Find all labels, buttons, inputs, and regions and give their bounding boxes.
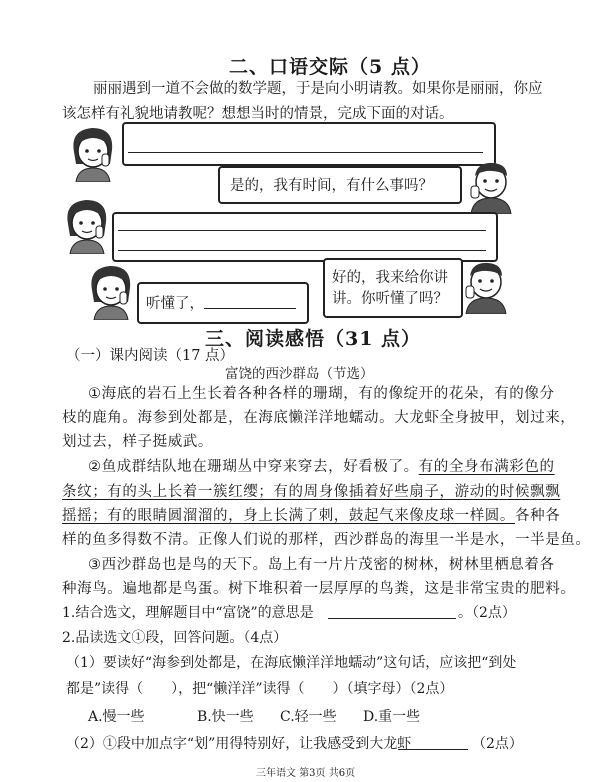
p2-line-1 [88,454,555,482]
dialogue-bubble-1 [122,122,496,166]
girl-illustration [84,262,139,324]
option-a[interactable]: A.慢一些 [88,709,145,725]
answer-line-5[interactable] [204,308,296,309]
question-2: 2.品读选文①段，回答问题。（4点） [62,630,288,646]
boy-illustration [463,158,519,218]
bubble-4-line-2: 讲。你听懂了吗？ [332,291,448,307]
answer-line-3a[interactable] [118,230,486,231]
p2-line-2: 条纹；有的头上长着一簇红缨；有的周身像插着好些扇子，游动的时候飘飘 [62,484,561,500]
p2-line-3-underlined: 摇摇；有的眼睛圆溜溜的，身上长满了刺，鼓起气来像皮球一样圆。 [62,508,515,524]
section-title-oral: 二、口语交际（5 点） [229,56,431,78]
bubble-2-text: 是的，我有时间，有什么事吗？ [230,178,433,194]
p1-line-1: ①海底的岩石上生长着各种各样的珊瑚，有的像绽开的花朵，有的像分 [88,386,555,402]
p1-line-3: 划过去，样子挺威武。 [62,434,213,450]
p3-line-1: ③西沙群岛也是鸟的天下。岛上有一片片茂密的树林，树林里栖息着各 [88,557,555,573]
option-b[interactable]: B.快一些 [197,709,254,725]
question-2-1-line-2: 都是”读得（ ），把“懒洋洋”读得（ ）（填字母）（2点） [66,681,454,697]
p2-line-3-plain: 各种各 [515,508,561,524]
bubble-5-text: 听懂了， [146,296,204,312]
question-2-1-line-1: （1）要读好“海参到处都是，在海底懒洋洋地蠕动”这句话，应该把“到处 [66,655,517,671]
question-2-2: （2）①段中加点字“划”用得特别好，让我感受到大龙虾 [66,736,412,752]
section-title-reading: 三、阅读感悟（31 点） [205,328,422,350]
question-1-answer-line[interactable] [328,618,456,619]
girl-illustration [66,124,121,186]
boy-illustration [458,258,514,318]
question-1: 1.结合选文，理解题目中“富饶”的意思是 [62,605,314,621]
question-1-points: 。（2点） [458,605,516,621]
page-footer: 三年语文 第3页 共6页 [256,768,356,779]
p2-line-1-underlined: 有的全身布满彩色的 [418,459,555,475]
p3-line-2: 种海鸟。遍地都是鸟蛋。树下堆积着一层厚厚的鸟粪，这是非常宝贵的肥料。 [62,581,576,597]
option-d[interactable]: D.重一些 [363,709,421,725]
intro-line-2: 该怎样有礼貌地请教呢？想想当时的情景，完成下面的对话。 [62,106,454,122]
answer-line-3b[interactable] [118,250,486,251]
question-2-2-points: （2点） [472,736,523,752]
p1-line-2: 枝的鹿角。海参到处都是，在海底懒洋洋地蠕动。大龙虾全身披甲，划过来， [62,410,576,426]
answer-line-1[interactable] [128,152,483,153]
dialogue-bubble-3 [112,212,498,262]
option-c[interactable]: C.轻一些 [280,709,337,725]
bubble-4-line-1: 好的，我来给你讲 [332,270,448,286]
question-2-2-answer-line[interactable] [398,749,468,750]
article-title: 富饶的西沙群岛（节选） [225,366,374,382]
intro-line-1: 丽丽遇到一道不会做的数学题，于是向小明请教。如果你是丽丽，你应 [93,81,543,97]
subsection-in-class-reading: （一）课内阅读（17 点） [66,348,235,364]
p2-line-1-plain: ②鱼成群结队地在珊瑚丛中穿来穿去，好看极了。 [88,459,419,475]
girl-illustration [60,196,115,258]
p2-line-4: 样的鱼多得数不清。正像人们说的那样，西沙群岛的海里一半是水，一半是鱼。 [62,532,591,548]
